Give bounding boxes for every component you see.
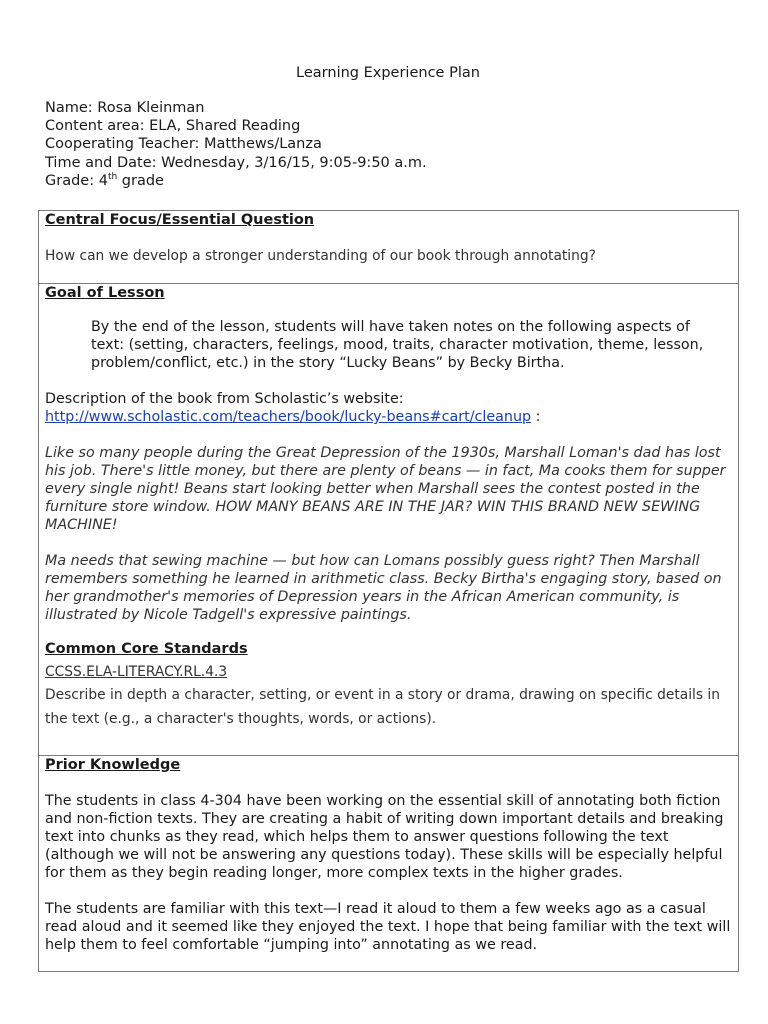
description-intro: Description of the book from Scholastic’s website: <box>45 391 404 407</box>
central-focus-section <box>38 210 739 284</box>
grade-prefix: Grade: 4 <box>45 172 108 189</box>
book-excerpt-1: Like so many people during the Great Depression of the 1930s, Marshall Loman's dad has lost his job. There's little money, but there are plenty of beans — in fact, Ma cooks them for supper every single night! Beans start looking better when Marshall sees the contest posted in the furniture store window. HOW MANY BEANS ARE IN THE JAR? WIN THIS BRAND NEW SEWING MACHINE! <box>45 445 726 533</box>
goal-heading: Goal of Lesson <box>45 285 165 301</box>
link-suffix: : <box>531 409 541 425</box>
name-line: Name: Rosa Kleinman <box>45 100 205 116</box>
standard-code[interactable]: CCSS.ELA-LITERACY.RL.4.3 <box>45 664 228 680</box>
prior-knowledge-section <box>38 755 739 972</box>
essential-question: How can we develop a stronger understanding of our book through annotating? <box>45 248 596 264</box>
grade-line <box>45 172 427 190</box>
grade-suffix: grade <box>117 172 164 189</box>
document-title: Learning Experience Plan <box>296 65 480 81</box>
header-info <box>45 99 427 190</box>
standards-heading: Common Core Standards <box>45 641 248 657</box>
goal-statement: By the end of the lesson, students will have taken notes on the following aspects of text: (setting, characters, feelings, mood, traits, character motivation, theme, lesson, problem/conflict, etc.) in the story “Lucky Beans” by Becky Birtha. <box>91 319 704 371</box>
content-area-line: Content area: ELA, Shared Reading <box>45 118 301 135</box>
central-focus-heading: Central Focus/Essential Question <box>45 212 315 228</box>
prior-knowledge-paragraph-2: The students are familiar with this text—I read it aloud to them a few weeks ago as a casual read aloud and it seemed like they enjoyed the text. I hope that being familiar with the text will help them to feel comfortable “jumping into” annotating as we read. <box>45 901 731 953</box>
time-date-line: Time and Date: Wednesday, 3/16/15, 9:05-9:50 a.m. <box>45 154 427 171</box>
scholastic-link-line <box>45 408 732 426</box>
scholastic-link[interactable]: http://www.scholastic.com/teachers/book/lucky-beans#cart/cleanup <box>45 409 532 425</box>
standard-description: Describe in depth a character, setting, or event in a story or drama, drawing on specific details in the text (e.g., a character's thoughts, words, or actions). <box>45 687 721 727</box>
grade-superscript: th <box>107 171 118 182</box>
prior-knowledge-heading: Prior Knowledge <box>45 757 181 773</box>
book-excerpt-2: Ma needs that sewing machine — but how can Lomans possibly guess right? Then Marshall remembers something he learned in arithmetic class. Becky Birtha's engaging story, based on her grandmother's memories of Depression years in the African American community, is illustrated by Nicole Tadgell's expressive paintings. <box>45 553 722 623</box>
goal-section <box>38 283 739 756</box>
prior-knowledge-paragraph-1: The students in class 4-304 have been working on the essential skill of annotating both fiction and non-fiction texts. They are creating a habit of writing down important details and breaking text into chunks as they read, which helps them to answer questions following the text (although we will not be answering any questions today). These skills will be especially helpful for them as they begin reading longer, more complex texts in the higher grades. <box>45 793 724 881</box>
cooperating-teacher-line: Cooperating Teacher: Matthews/Lanza <box>45 136 322 153</box>
